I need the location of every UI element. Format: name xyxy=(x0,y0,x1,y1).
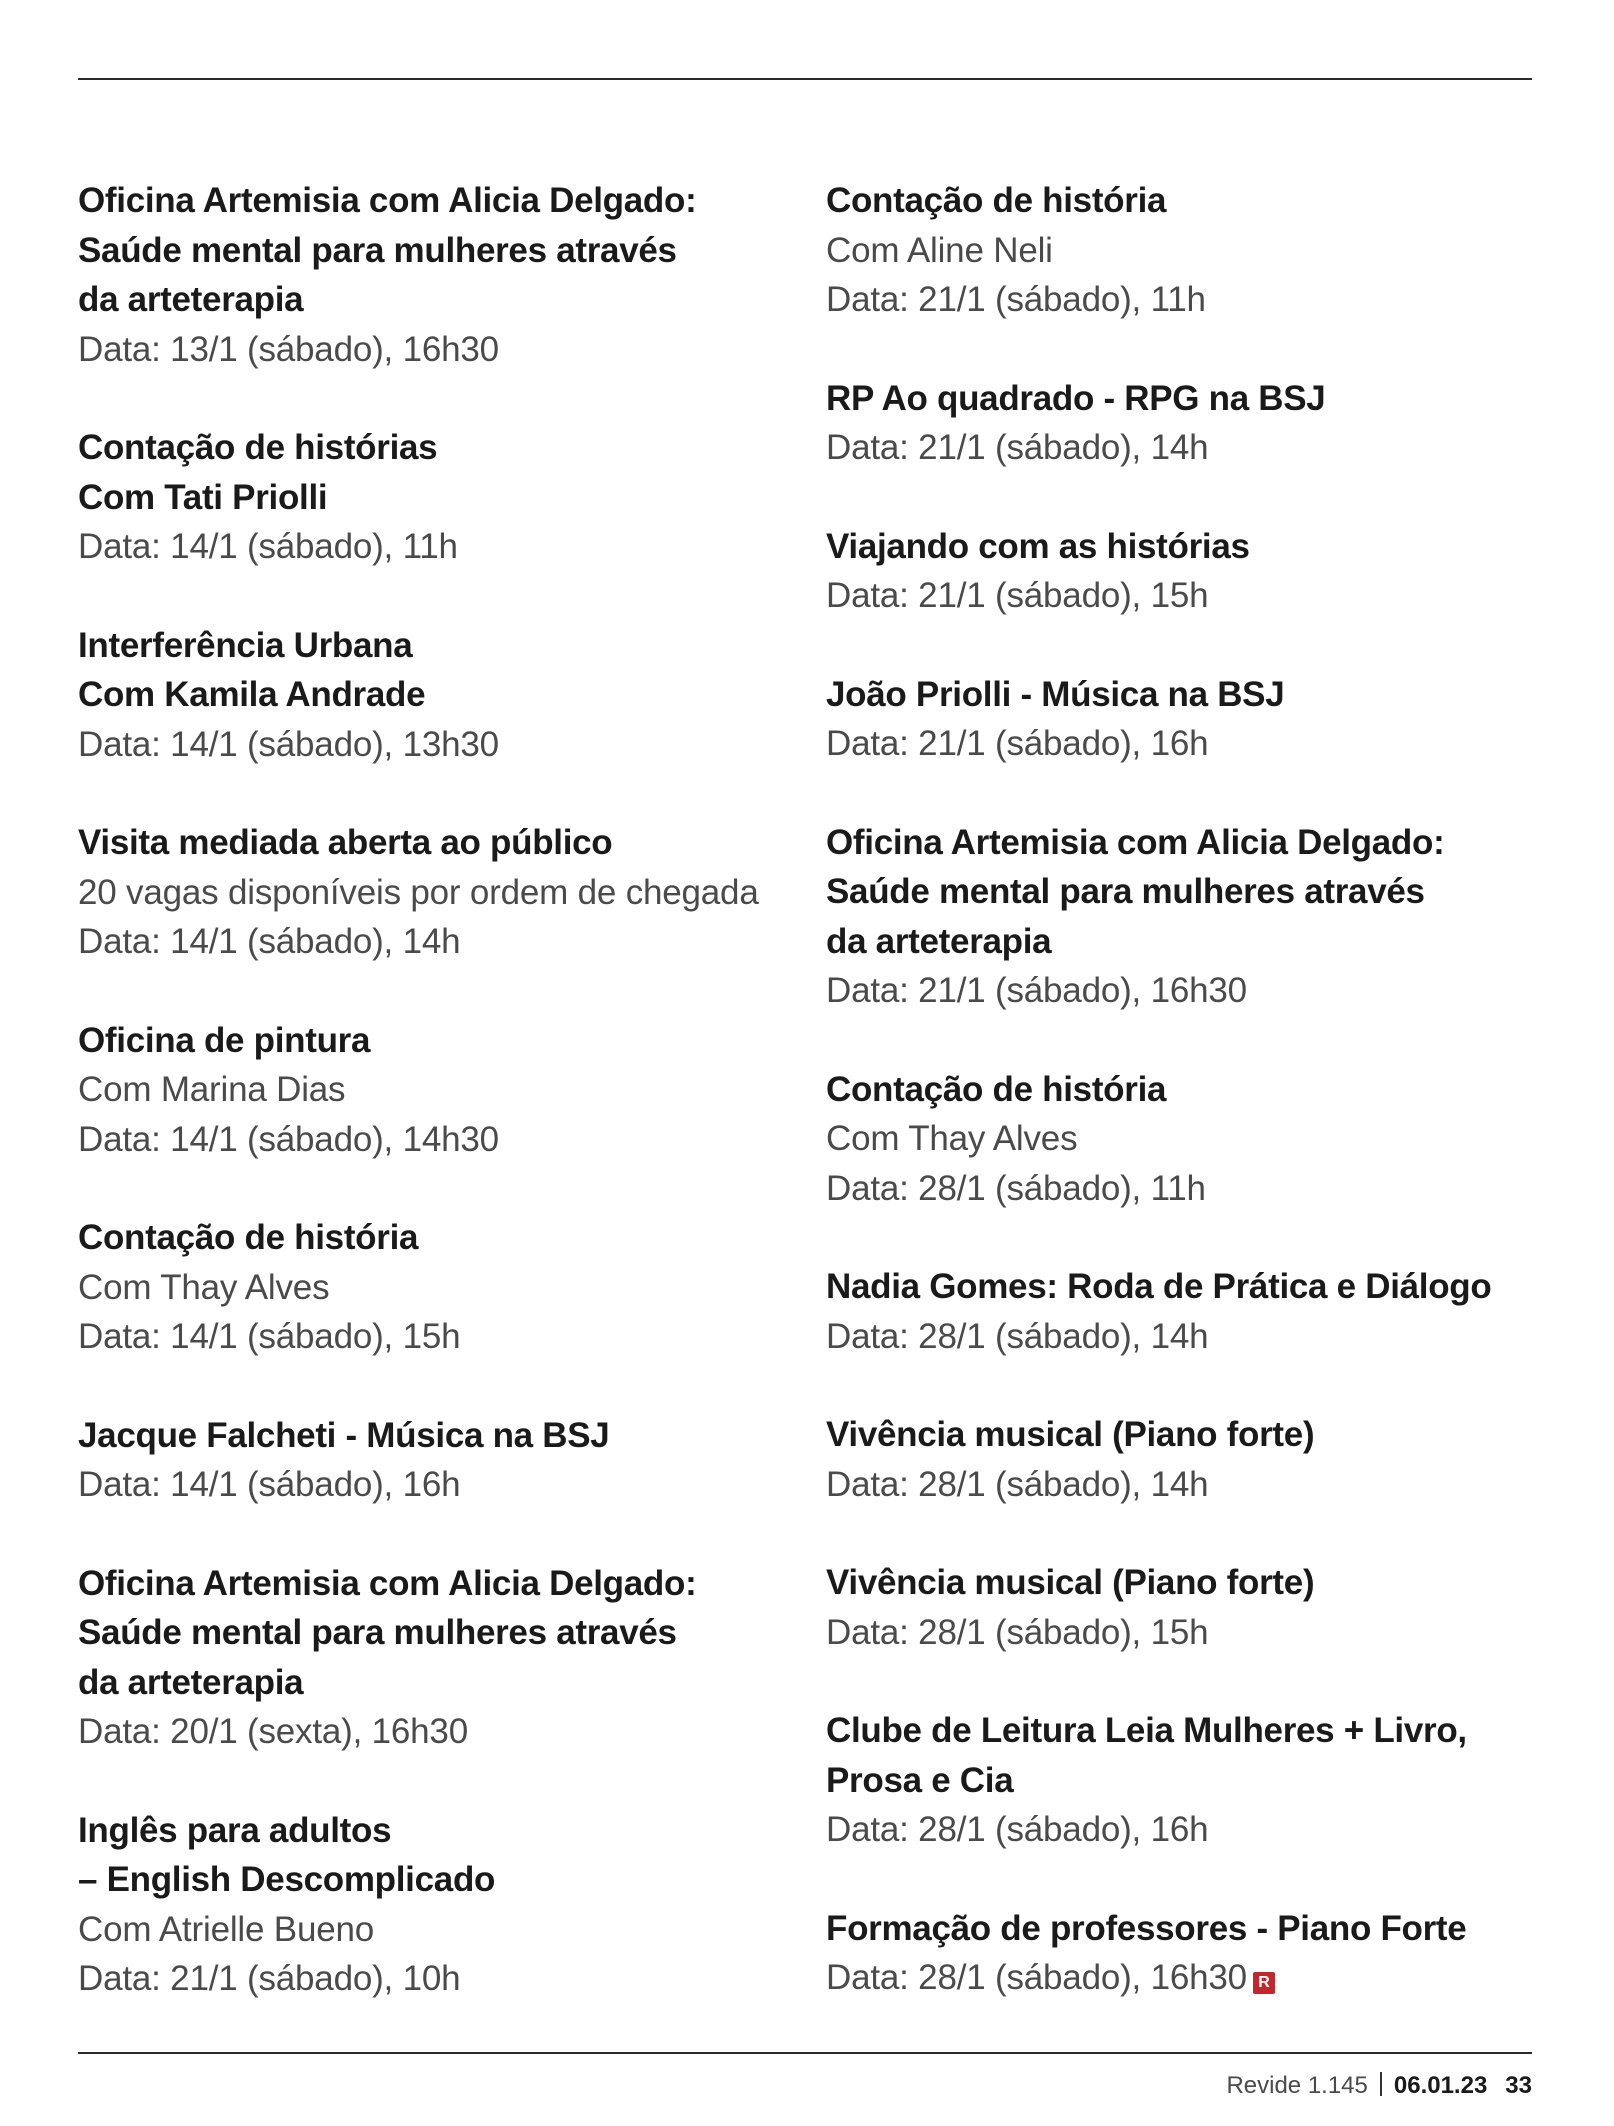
event-detail-text: Data: 28/1 (sábado), 16h30 xyxy=(826,1958,1247,1997)
event-entry xyxy=(826,176,1546,325)
event-title-line: Vivência musical (Piano forte) xyxy=(826,1563,1315,1602)
event-detail-text: 20 vagas disponíveis por ordem de chegada xyxy=(78,872,759,912)
event-title-line: Inglês para adultos xyxy=(78,1810,392,1850)
event-title-line: RP Ao quadrado - RPG na BSJ xyxy=(826,378,1326,418)
event-title-line: João Priolli - Música na BSJ xyxy=(826,674,1285,714)
event-detail-line xyxy=(78,1954,758,2004)
event-detail-line xyxy=(826,571,1546,621)
event-detail-text: Data: 28/1 (sábado), 14h xyxy=(826,1464,1209,1504)
event-detail-text: Data: 14/1 (sábado), 16h xyxy=(78,1465,461,1504)
event-detail-line xyxy=(826,1312,1546,1362)
event-detail-text: Data: 21/1 (sábado), 14h xyxy=(826,428,1209,467)
event-detail-text: Com Atrielle Bueno xyxy=(78,1909,375,1949)
event-title-line: da arteterapia xyxy=(78,280,304,319)
event-title-line: Vivência musical (Piano forte) xyxy=(826,1415,1315,1454)
event-detail-line xyxy=(78,868,758,918)
event-detail-text: Data: 28/1 (sábado), 16h xyxy=(826,1810,1209,1849)
event-detail-line xyxy=(78,1460,758,1510)
event-entry xyxy=(826,1065,1546,1214)
top-rule xyxy=(78,78,1532,80)
event-detail-line xyxy=(826,1164,1546,1214)
left-column xyxy=(78,176,758,2053)
publication-label: Revide 1.145 xyxy=(1226,2072,1368,2099)
event-title-line: da arteterapia xyxy=(826,921,1052,961)
event-detail-text: Com Thay Alves xyxy=(826,1119,1078,1158)
event-detail-text: Data: 14/1 (sábado), 13h30 xyxy=(78,724,499,764)
event-detail-text: Data: 21/1 (sábado), 11h xyxy=(826,280,1206,319)
event-detail-text: Com Marina Dias xyxy=(78,1070,346,1109)
event-entry xyxy=(826,1558,1546,1657)
event-detail-line xyxy=(78,1905,758,1955)
event-title-line: Clube de Leitura Leia Mulheres + Livro, xyxy=(826,1711,1467,1750)
bottom-rule xyxy=(78,2052,1532,2054)
event-title-line: Oficina Artemisia com Alicia Delgado: xyxy=(78,181,697,220)
event-title-line: Saúde mental para mulheres através xyxy=(78,1613,677,1652)
event-detail-text: Data: 13/1 (sábado), 16h30 xyxy=(78,329,499,369)
event-entry xyxy=(826,670,1546,769)
event-detail-text: Data: 21/1 (sábado), 10h xyxy=(78,1959,461,1998)
event-detail-line xyxy=(78,1065,758,1115)
event-detail-text: Com Thay Alves xyxy=(78,1267,330,1307)
event-title-line: Prosa e Cia xyxy=(826,1760,1014,1800)
event-entry xyxy=(826,522,1546,621)
event-detail-line xyxy=(826,1953,1546,2003)
event-detail-text: Data: 20/1 (sexta), 16h30 xyxy=(78,1712,468,1751)
event-detail-text: Data: 28/1 (sábado), 11h xyxy=(826,1168,1206,1208)
event-detail-line xyxy=(78,1312,758,1362)
event-detail-line xyxy=(826,1805,1546,1855)
event-entry xyxy=(826,1706,1546,1855)
event-detail-line xyxy=(826,1608,1546,1658)
event-entry xyxy=(78,1559,758,1757)
page-footer xyxy=(1226,2070,1532,2102)
event-entry xyxy=(78,1016,758,1165)
event-title-line: Formação de professores - Piano Forte xyxy=(826,1908,1467,1948)
event-detail-text: Data: 14/1 (sábado), 14h xyxy=(78,922,461,961)
event-title-line: Interferência Urbana xyxy=(78,625,413,665)
event-entry xyxy=(826,1904,1546,2003)
event-title-line: Oficina Artemisia com Alicia Delgado: xyxy=(826,822,1445,862)
event-title-line: – English Descomplicado xyxy=(78,1860,496,1899)
event-detail-line xyxy=(826,226,1546,276)
end-of-article-mark: R xyxy=(1253,1972,1275,1994)
event-detail-line xyxy=(78,1115,758,1165)
event-entry xyxy=(78,1213,758,1362)
event-detail-line xyxy=(826,1114,1546,1164)
event-entry xyxy=(78,1411,758,1510)
event-detail-line xyxy=(826,966,1546,1016)
event-detail-text: Data: 21/1 (sábado), 16h xyxy=(826,724,1209,763)
event-detail-line xyxy=(78,1707,758,1757)
event-detail-text: Data: 21/1 (sábado), 16h30 xyxy=(826,971,1247,1010)
event-title-line: Visita mediada aberta ao público xyxy=(78,823,613,862)
event-entry xyxy=(78,423,758,572)
event-title-line: Saúde mental para mulheres através xyxy=(826,872,1425,911)
event-title-line: Saúde mental para mulheres através xyxy=(78,230,677,270)
event-title-line: Contação de história xyxy=(826,181,1167,220)
event-detail-text: Data: 14/1 (sábado), 15h xyxy=(78,1317,461,1356)
event-entry xyxy=(78,621,758,770)
event-detail-line xyxy=(826,719,1546,769)
page-number: 33 xyxy=(1505,2072,1532,2099)
event-detail-text: Data: 28/1 (sábado), 15h xyxy=(826,1612,1209,1652)
event-entry xyxy=(826,1410,1546,1509)
footer-separator xyxy=(1380,2072,1382,2096)
event-detail-line xyxy=(826,1460,1546,1510)
event-title-line: Contação de história xyxy=(78,1218,419,1257)
event-detail-text: Com Aline Neli xyxy=(826,230,1053,270)
event-detail-text: Data: 28/1 (sábado), 14h xyxy=(826,1316,1209,1356)
event-detail-line xyxy=(78,1263,758,1313)
event-title-line: Com Tati Priolli xyxy=(78,477,328,517)
event-title-line: Com Kamila Andrade xyxy=(78,675,426,714)
event-detail-line xyxy=(826,423,1546,473)
event-title-line: Oficina de pintura xyxy=(78,1020,371,1060)
event-entry xyxy=(826,374,1546,473)
event-entry xyxy=(78,176,758,374)
event-detail-line xyxy=(78,325,758,375)
event-title-line: Viajando com as histórias xyxy=(826,526,1250,566)
event-title-line: da arteterapia xyxy=(78,1662,304,1702)
event-detail-line xyxy=(78,522,758,572)
event-entry xyxy=(826,818,1546,1016)
event-entry xyxy=(78,1806,758,2004)
event-detail-line xyxy=(78,917,758,967)
event-detail-text: Data: 14/1 (sábado), 11h xyxy=(78,527,458,566)
event-title-line: Oficina Artemisia com Alicia Delgado: xyxy=(78,1563,697,1603)
event-title-line: Contação de história xyxy=(826,1069,1167,1109)
event-title-line: Nadia Gomes: Roda de Prática e Diálogo xyxy=(826,1267,1492,1306)
event-detail-text: Data: 21/1 (sábado), 15h xyxy=(826,576,1209,615)
event-title-line: Jacque Falcheti - Música na BSJ xyxy=(78,1415,610,1455)
event-entry xyxy=(826,1262,1546,1361)
event-entry xyxy=(78,818,758,967)
event-detail-text: Data: 14/1 (sábado), 14h30 xyxy=(78,1119,499,1159)
event-detail-line xyxy=(826,275,1546,325)
event-detail-line xyxy=(78,720,758,770)
right-column xyxy=(826,176,1546,2052)
event-title-line: Contação de histórias xyxy=(78,428,438,467)
issue-date: 06.01.23 xyxy=(1393,2072,1488,2099)
